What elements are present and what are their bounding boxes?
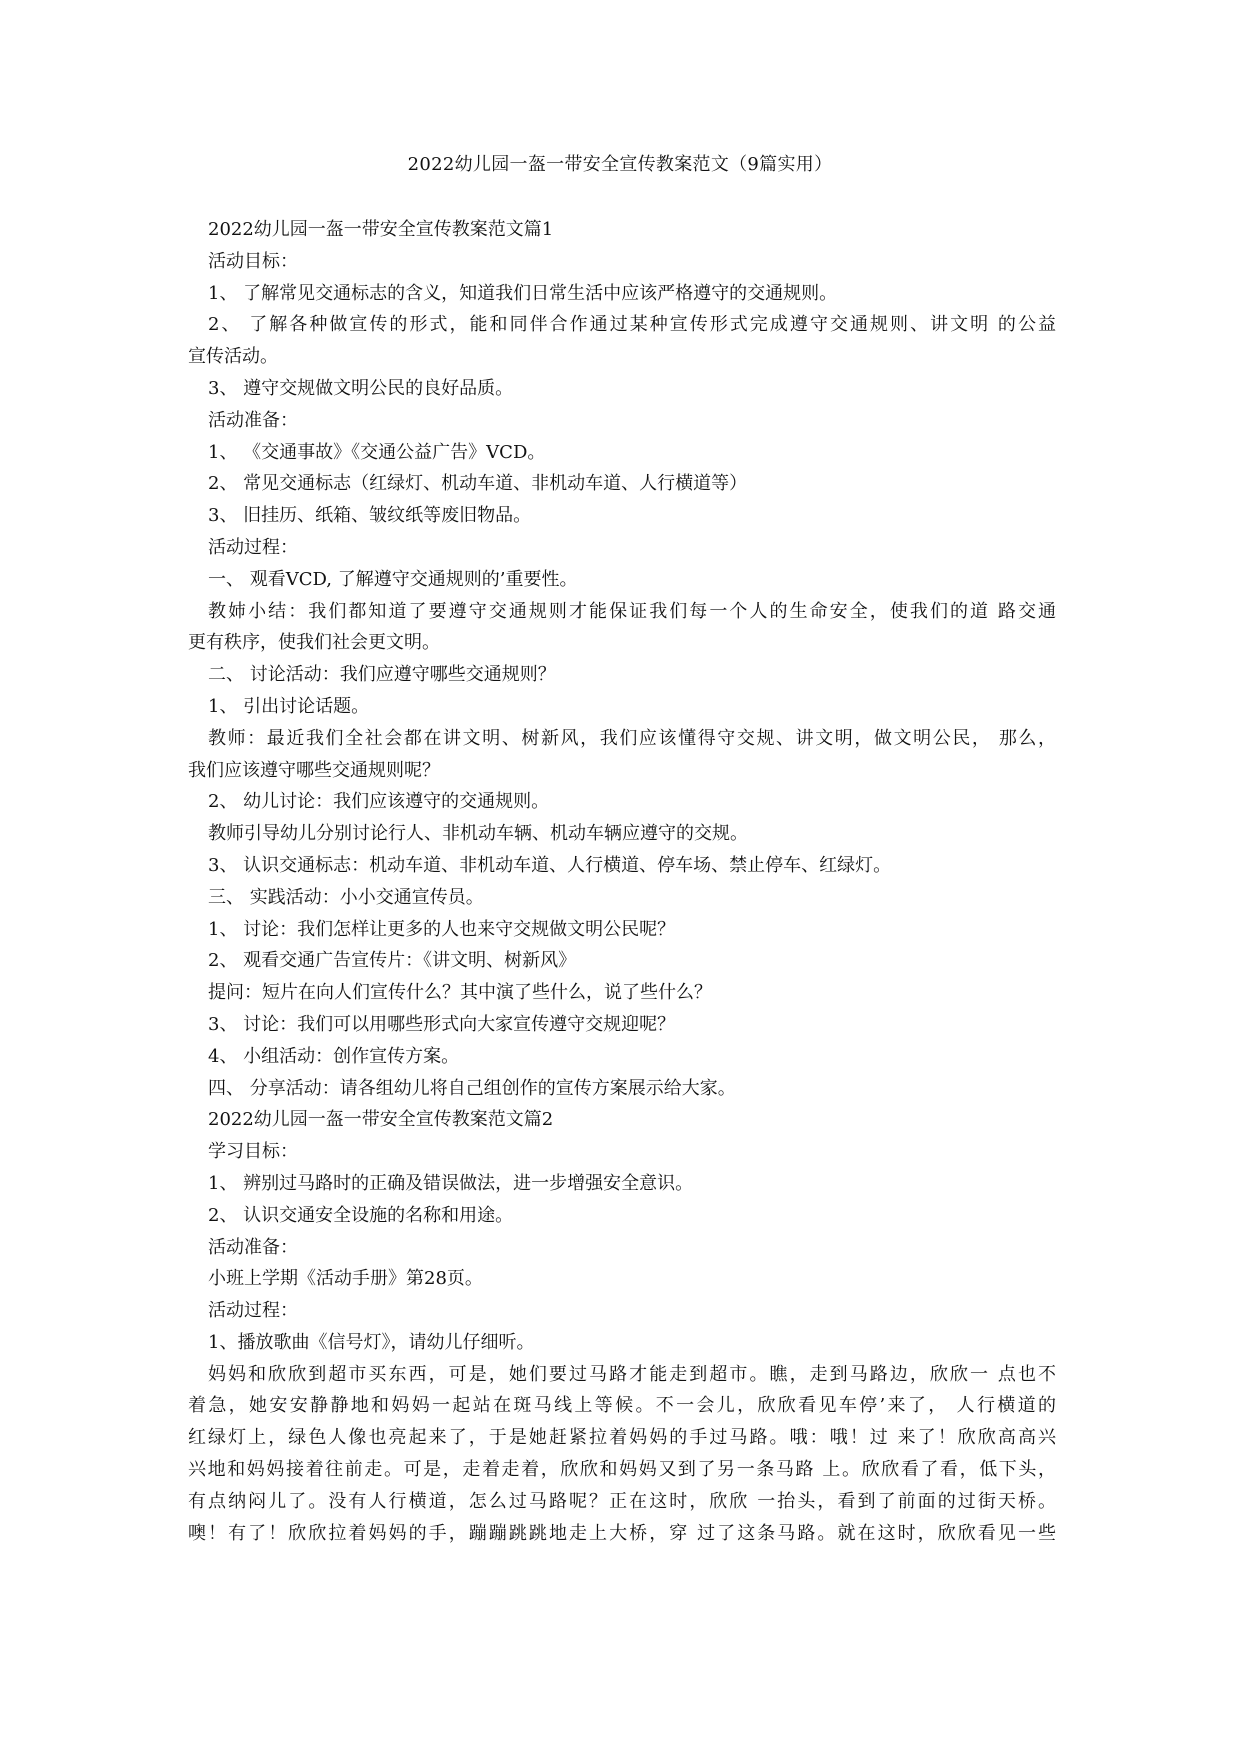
- text-line: 4、 小组活动：创作宣传方案。: [208, 1045, 460, 1067]
- text-line: 2、 常见交通标志（红绿灯、机动车道、非机动车道、人行横道等）: [208, 473, 748, 495]
- text-line: 四、 分享活动：请各组幼儿将自己组创作的宣传方案展示给大家。: [208, 1077, 736, 1099]
- text-line: 2、 幼儿讨论：我们应该遵守的交通规则。: [208, 791, 550, 813]
- text-line: 1、 引出讨论话题。: [208, 695, 370, 717]
- text-line: 3、 讨论：我们可以用哪些形式向大家宣传遵守交规迎呢？: [208, 1013, 676, 1035]
- text-line: 更有秩序，使我们社会更文明。: [188, 632, 440, 654]
- text-line: 活动准备：: [208, 1236, 298, 1258]
- text-line: 1、 了解常见交通标志的含义，知道我们日常生活中应该严格遵守的交通规则。: [208, 282, 838, 304]
- text-line: 教师引导幼儿分别讨论行人、非机动车辆、机动车辆应遵守的交规。: [208, 823, 748, 845]
- text-line: 2022幼儿园一盔一带安全宣传教案范文篇1: [208, 219, 554, 240]
- text-line: 活动目标：: [208, 250, 298, 272]
- text-line: 妈妈和欣欣到超市买东西，可是，她们要过马路才能走到超市。瞧，走到马路边，欣欣一 点也不: [208, 1363, 1056, 1385]
- text-line: 3、 认识交通标志：机动车道、非机动车道、人行横道、停车场、禁止停车、红绿灯。: [208, 854, 892, 876]
- text-line: 活动过程：: [208, 1300, 298, 1322]
- text-line: 教姉小结：我们都知道了要遵守交通规则才能保证我们每一个人的生命安全，使我们的道 路交通: [208, 600, 1056, 622]
- text-line: 宣传活动。: [188, 346, 278, 368]
- text-line: 着急，她安安静静地和妈妈一起站在斑马线上等候。不一会儿，欣欣看见车停’来了， 人行横道的: [188, 1395, 1056, 1417]
- text-line: 兴地和妈妈接着往前走。可是，走着走着，欣欣和妈妈又到了另一条马路 上。欣欣看了看，低下头，: [188, 1459, 1056, 1481]
- text-line: 二、 讨论活动：我们应遵守哪些交通规则？: [208, 664, 556, 686]
- text-line: 有点纳闷儿了。没有人行横道，怎么过马路呢？正在这时，欣欣 一抬头，看到了前面的过街天桥。: [188, 1490, 1056, 1512]
- text-line: 红绿灯上，绿色人像也亮起来了，于是她赶紧拉着妈妈的手过马路。哦：哦！过 来了！欣欣高高兴: [188, 1427, 1056, 1449]
- document-body: [188, 214, 1056, 1549]
- text-line: 提问：短片在向人们宣传什么？其中演了些什么，说了些什么？: [208, 982, 712, 1004]
- text-line: 2、 观看交通广告宣传片：《讲文明、树新风》: [208, 950, 577, 972]
- text-line: 3、 遵守交规做文明公民的良好品质。: [208, 377, 514, 399]
- text-line: 2022幼儿园一盔一带安全宣传教案范文篇2: [208, 1109, 554, 1131]
- text-line: 1、播放歌曲《信号灯》，请幼儿仔细听。: [208, 1331, 535, 1353]
- text-line: 一、 观看VCD, 了解遵守交通规则的’重要性。: [208, 568, 578, 590]
- text-line: 2、 认识交通安全设施的名称和用途。: [208, 1204, 514, 1226]
- text-line: 噢！有了！欣欣拉着妈妈的手，蹦蹦跳跳地走上大桥，穿 过了这条马路。就在这时，欣欣看见一些: [188, 1522, 1056, 1544]
- text-line: 三、 实践活动：小小交通宣传员。: [208, 886, 484, 908]
- document-title: 2022幼儿园一盔一带安全宣传教案范文（9篇实用）: [407, 154, 833, 175]
- text-line: 活动准备：: [208, 409, 298, 431]
- text-line: 2、 了解各种做宣传的形式，能和同伴合作通过某种宣传形式完成遵守交通规则、讲文明 的公益: [208, 314, 1056, 336]
- text-line: 活动过程：: [208, 536, 298, 558]
- text-line: 1、 讨论：我们怎样让更多的人也来守交规做文明公民呢？: [208, 918, 676, 940]
- text-line: 1、 辨别过马路时的正确及错误做法，进一步增强安全意识。: [208, 1172, 694, 1194]
- text-line: 教师：最近我们全社会都在讲文明、树新风，我们应该懂得守交规、讲文明，做文明公民， 那么，: [208, 727, 1056, 749]
- text-line: 我们应该遵守哪些交通规则呢？: [188, 759, 440, 781]
- text-line: 学习目标：: [208, 1141, 298, 1163]
- text-line: 3、 旧挂历、纸箱、皱纹纸等废旧物品。: [208, 505, 532, 527]
- text-line: 1、 《交通事故》《交通公益广告》VCD。: [208, 441, 546, 463]
- text-line: 小班上学期《活动手册》第28页。: [208, 1268, 483, 1290]
